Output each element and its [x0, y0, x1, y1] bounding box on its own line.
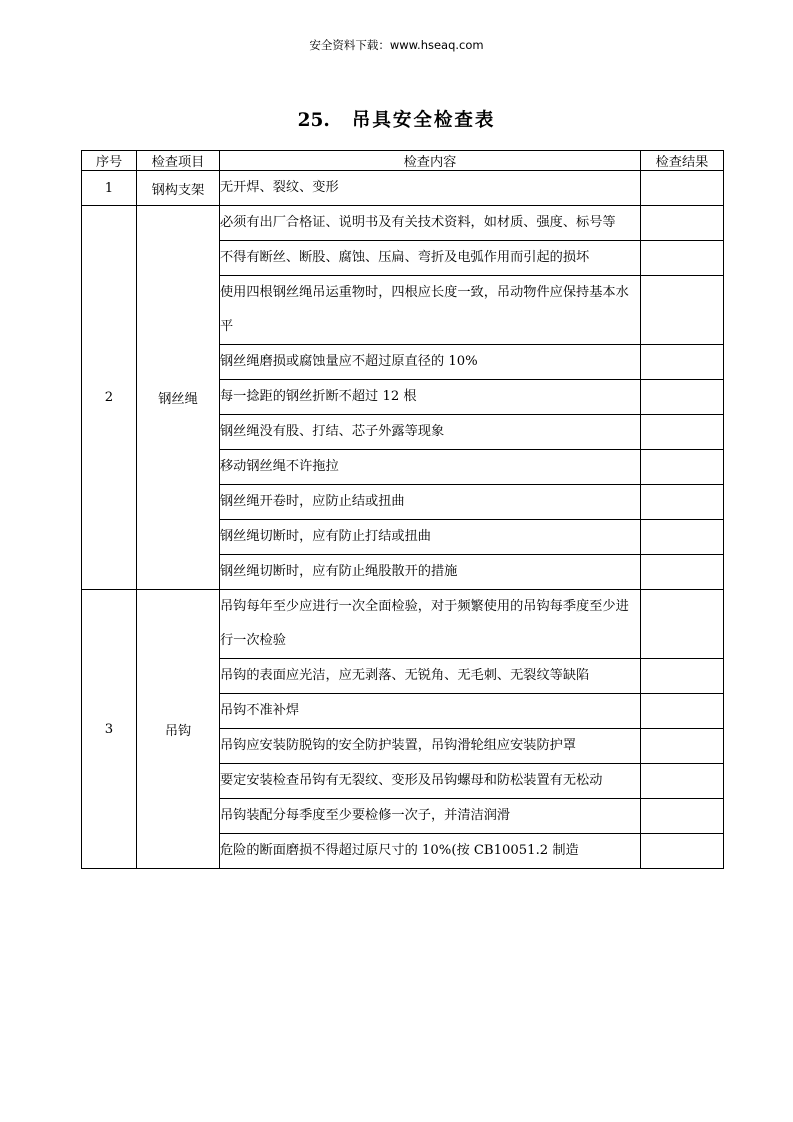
- title-text: 吊具安全检查表: [351, 110, 496, 131]
- content-cell: 吊钩不准补焊: [220, 694, 641, 729]
- content-cell: 钢丝绳磨损或腐蚀量应不超过原直径的 10%: [220, 345, 641, 380]
- content-cell: 移动钢丝绳不许拖拉: [220, 450, 641, 485]
- table-row: [82, 590, 724, 659]
- content-cell: 不得有断丝、断股、腐蚀、压扁、弯折及电弧作用而引起的损坏: [220, 241, 641, 276]
- table-row: [82, 171, 724, 206]
- result-cell[interactable]: [641, 834, 724, 869]
- result-cell[interactable]: [641, 729, 724, 764]
- result-cell[interactable]: [641, 276, 724, 345]
- result-cell[interactable]: [641, 241, 724, 276]
- content-cell: 钢丝绳切断时，应有防止绳股散开的措施: [220, 555, 641, 590]
- result-cell[interactable]: [641, 764, 724, 799]
- item-cell: 钢构支架: [137, 171, 220, 206]
- item-cell: 吊钩: [137, 590, 220, 869]
- content-cell: 要定安装检查吊钩有无裂纹、变形及吊钩螺母和防松装置有无松动: [220, 764, 641, 799]
- result-cell[interactable]: [641, 694, 724, 729]
- content-cell: 钢丝绳没有股、打结、芯子外露等现象: [220, 415, 641, 450]
- result-cell[interactable]: [641, 520, 724, 555]
- header-result: 检查结果: [641, 151, 724, 171]
- result-cell[interactable]: [641, 659, 724, 694]
- table-header-row: [82, 151, 724, 171]
- title-number: 25.: [297, 110, 330, 131]
- seq-cell: 2: [82, 206, 137, 590]
- header-seq: 序号: [82, 151, 137, 171]
- result-cell[interactable]: [641, 590, 724, 659]
- header-item: 检查项目: [137, 151, 220, 171]
- content-cell: 必须有出厂合格证、说明书及有关技术资料，如材质、强度、标号等: [220, 206, 641, 241]
- inspection-table: [81, 150, 724, 869]
- result-cell[interactable]: [641, 380, 724, 415]
- result-cell[interactable]: [641, 171, 724, 206]
- header-content: 检查内容: [220, 151, 641, 171]
- content-cell: 吊钩每年至少应进行一次全面检验，对于频繁使用的吊钩每季度至少进行一次检验: [220, 590, 641, 659]
- seq-cell: 1: [82, 171, 137, 206]
- content-cell: 危险的断面磨损不得超过原尺寸的 10%(按 CB10051.2 制造: [220, 834, 641, 869]
- content-cell: 使用四根钢丝绳吊运重物时，四根应长度一致，吊动物件应保持基本水平: [220, 276, 641, 345]
- seq-cell: 3: [82, 590, 137, 869]
- table-row: [82, 206, 724, 241]
- result-cell[interactable]: [641, 415, 724, 450]
- content-cell: 每一捻距的钢丝折断不超过 12 根: [220, 380, 641, 415]
- site-header: 安全资料下载：www.hseaq.com: [309, 38, 484, 52]
- content-cell: 无开焊、裂纹、变形: [220, 171, 641, 206]
- content-cell: 吊钩装配分每季度至少要检修一次子，并清洁润滑: [220, 799, 641, 834]
- content-cell: 钢丝绳切断时，应有防止打结或扭曲: [220, 520, 641, 555]
- result-cell[interactable]: [641, 555, 724, 590]
- result-cell[interactable]: [641, 345, 724, 380]
- content-cell: 吊钩的表面应光洁，应无剥落、无锐角、无毛刺、无裂纹等缺陷: [220, 659, 641, 694]
- result-cell[interactable]: [641, 450, 724, 485]
- content-cell: 钢丝绳开卷时，应防止结或扭曲: [220, 485, 641, 520]
- result-cell[interactable]: [641, 799, 724, 834]
- document-title: [0, 106, 793, 132]
- content-cell: 吊钩应安装防脱钩的安全防护装置，吊钩滑轮组应安装防护罩: [220, 729, 641, 764]
- result-cell[interactable]: [641, 485, 724, 520]
- item-cell: 钢丝绳: [137, 206, 220, 590]
- result-cell[interactable]: [641, 206, 724, 241]
